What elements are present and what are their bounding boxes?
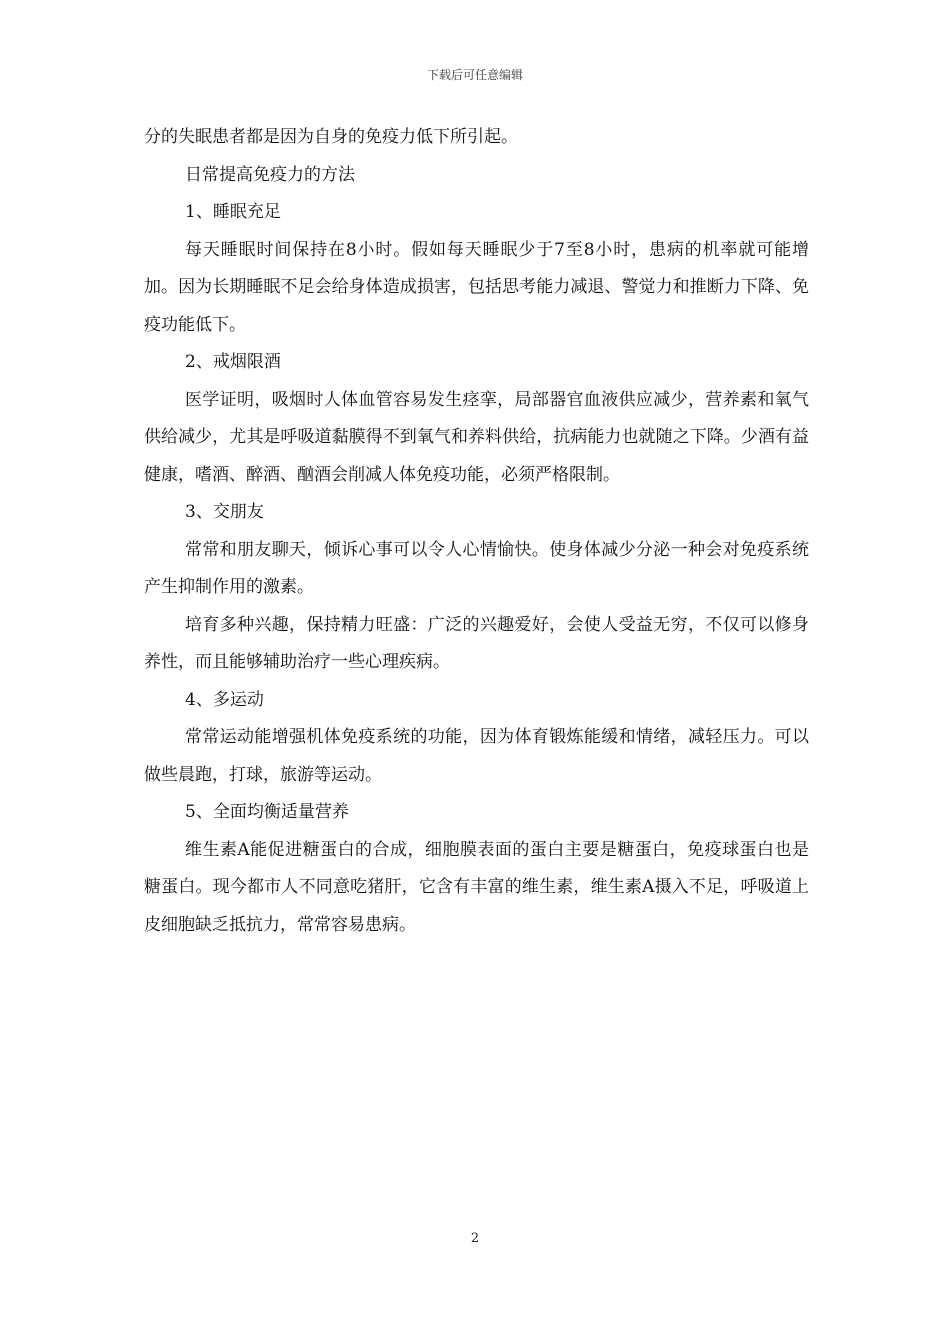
item-heading-friends: 3、交朋友 [185,502,264,522]
page-header: 下载后可任意编辑 [426,68,523,82]
paragraph-sleep: 每天睡眠时间保持在8小时。假如每天睡眠少于7至8小时，患病的机率就可能增加。因为长期睡眠不足会给身体造成损害，包括思考能力减退、警觉力和推断力下降、免疫功能低下。 [144,239,809,335]
paragraph-exercise: 常常运动能增强机体免疫系统的功能，因为体育锻炼能缓和情绪，减轻压力。可以做些晨跑，打球，旅游等运动。 [144,727,809,785]
page-number: 2 [470,1231,480,1246]
paragraph-smoking: 医学证明，吸烟时人体血管容易发生痉挛，局部器官血液供应减少，营养素和氧气供给减少，尤其是呼吸道黏膜得不到氧气和养料供给，抗病能力也就随之下降。少酒有益健康，嗜酒、醉酒、酗酒会削减人体免疫功能，必须严格限制。 [144,389,809,485]
paragraph-nutrition: 维生素A能促进糖蛋白的合成，细胞膜表面的蛋白主要是糖蛋白，免疫球蛋白也是糖蛋白。现今都市人不同意吃猪肝，它含有丰富的维生素，维生素A摄入不足，呼吸道上皮细胞缺乏抵抗力，常常容易患病。 [144,839,809,935]
item-heading-sleep: 1、睡眠充足 [185,202,281,222]
paragraph-friends: 常常和朋友聊天，倾诉心事可以令人心情愉快。使身体减少分泌一种会对免疫系统产生抑制作用的激素。 [144,539,809,597]
paragraph-interests: 培育多种兴趣，保持精力旺盛：广泛的兴趣爱好，会使人受益无穷，不仅可以修身养性，而且能够辅助治疗一些心理疾病。 [144,614,809,672]
section-heading: 日常提高免疫力的方法 [185,164,355,185]
item-heading-nutrition: 5、全面均衡适量营养 [185,802,349,822]
item-heading-exercise: 4、多运动 [185,689,264,710]
paragraph-continuation: 分的失眠患者都是因为自身的免疫力低下所引起。 [144,127,518,147]
item-heading-smoking: 2、戒烟限酒 [185,352,281,372]
document-body [144,119,809,944]
